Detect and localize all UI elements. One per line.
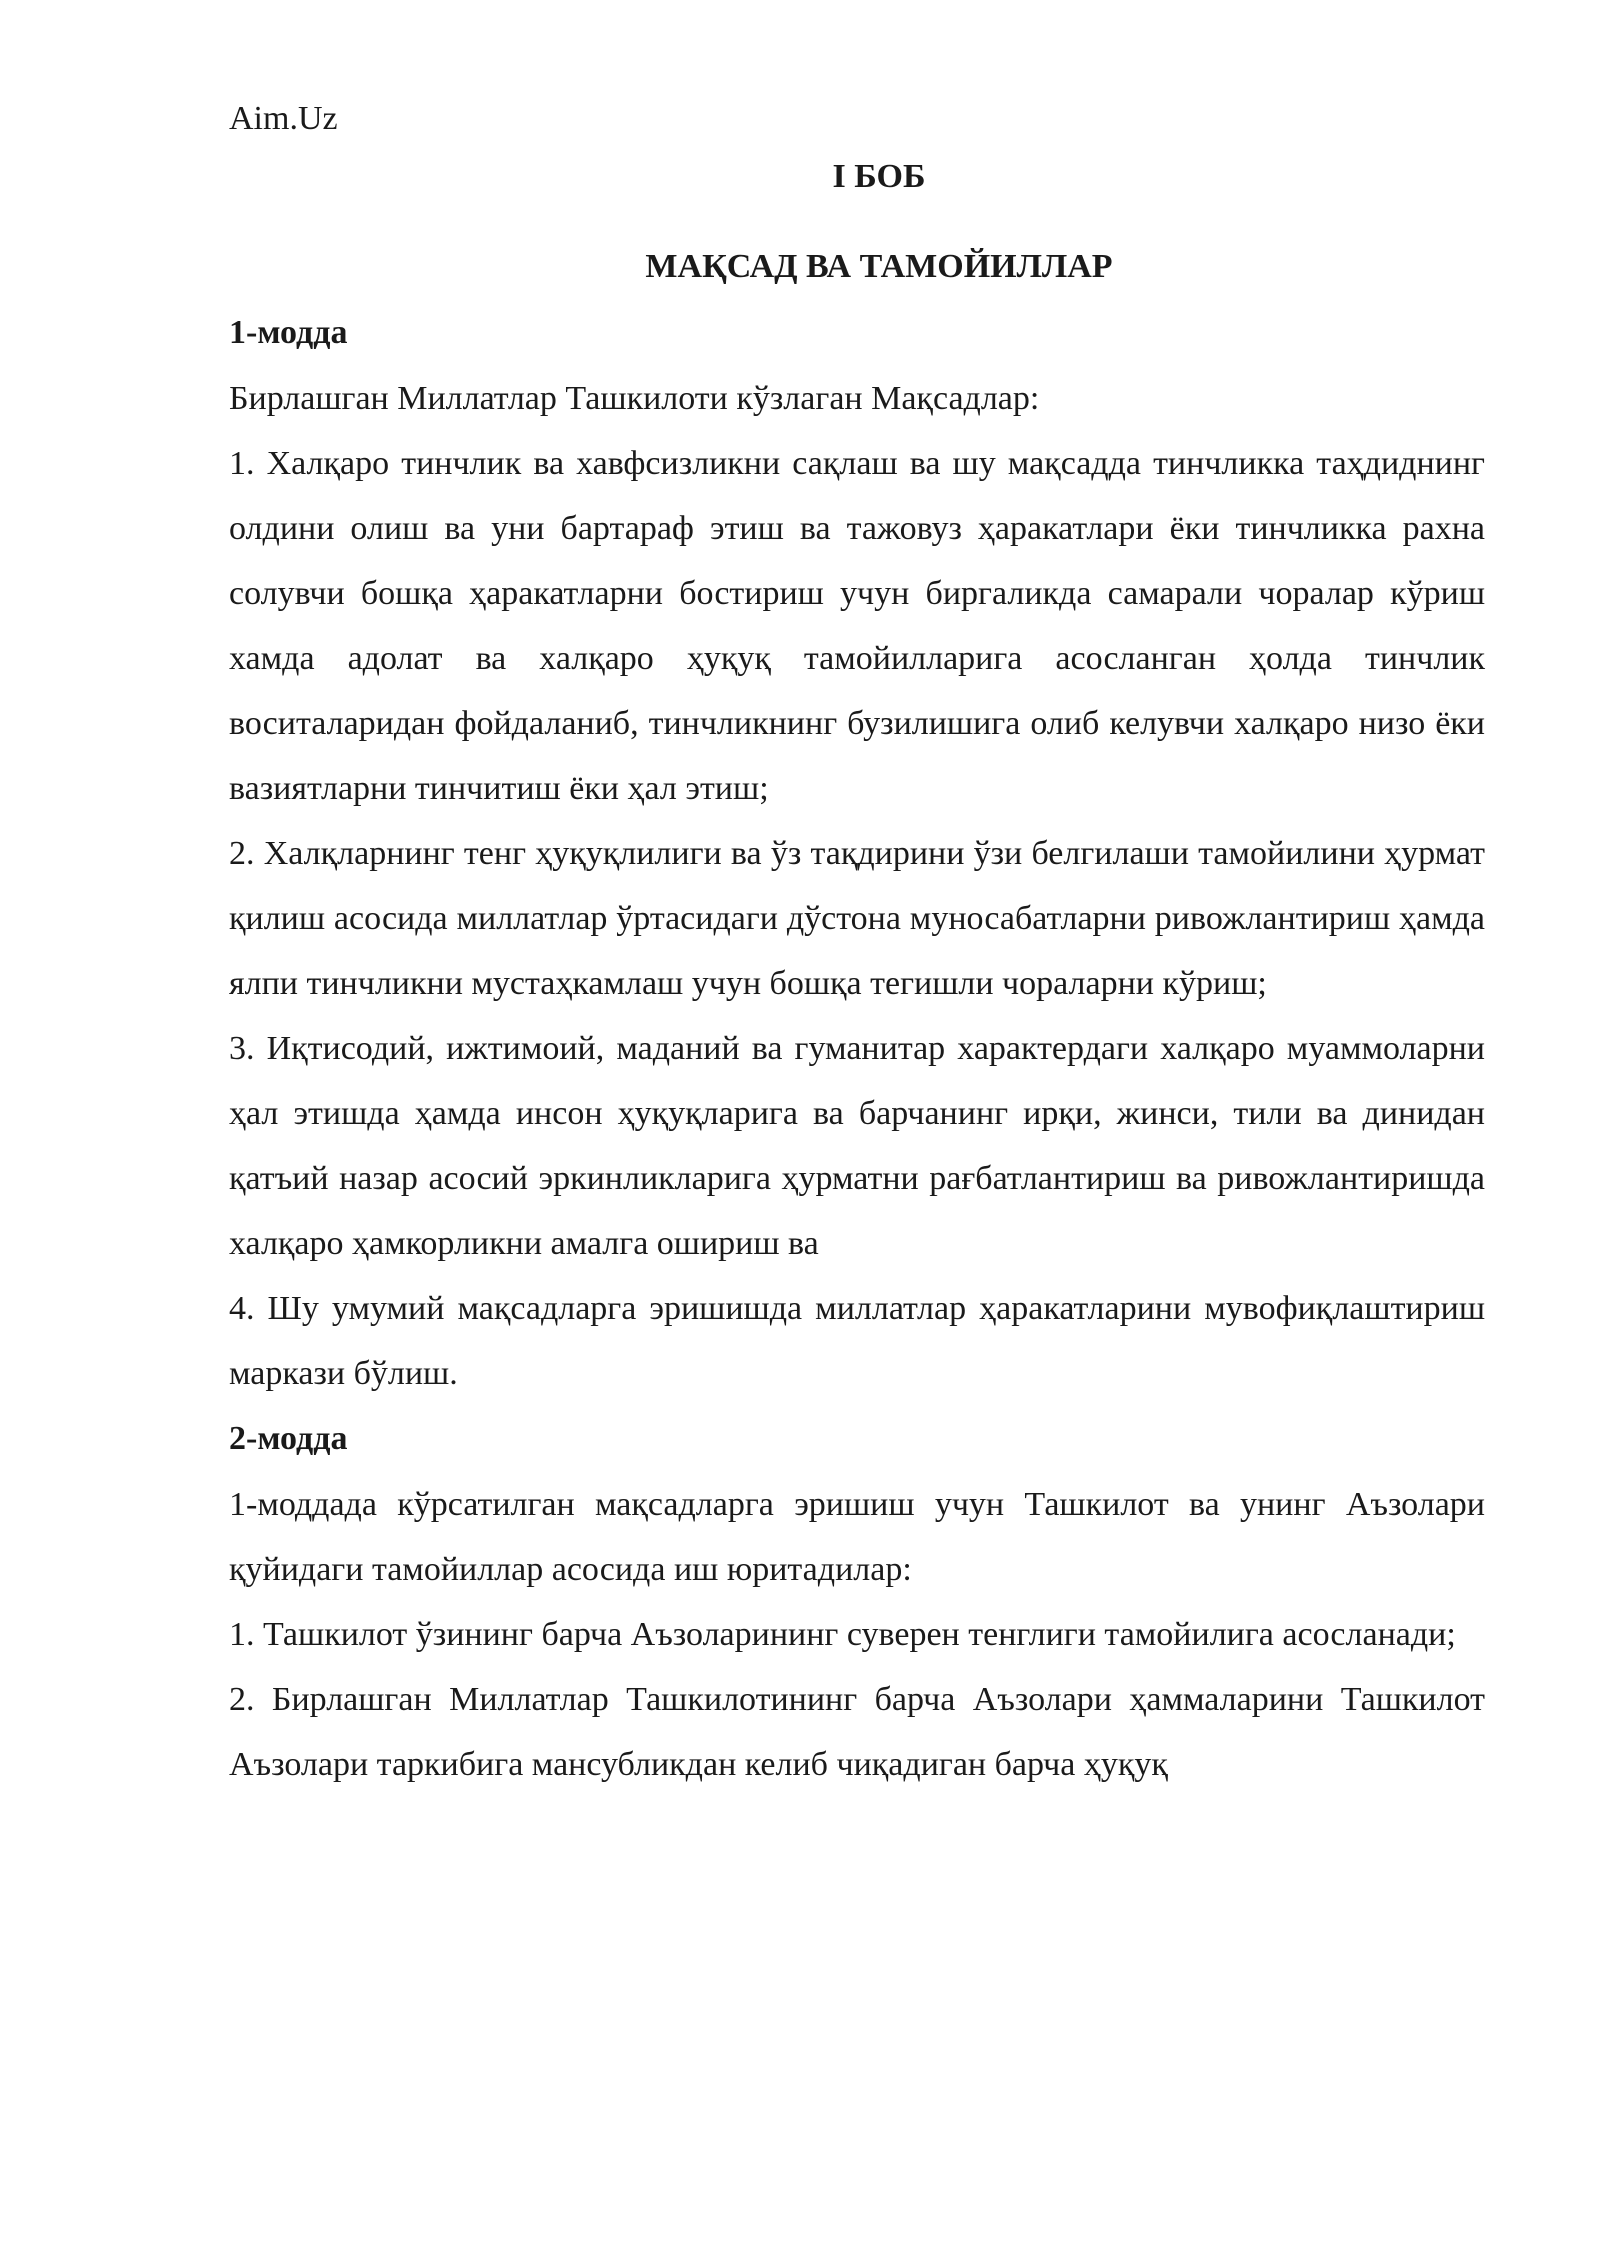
article-1 [229, 300, 1485, 1406]
article-heading: 1-модда [229, 314, 348, 351]
site-label: Aim.Uz [229, 100, 338, 137]
list-item: 1. Халқаро тинчлик ва хавфсизликни сақлаш ва шу мақсадда тинчликка таҳдиднинг олдини олиш ва уни бартараф этиш ва тажовуз ҳаракатлари ёки тинчликка рахна солувчи бошқа ҳаракатларни бостириш учун биргаликда самарали чоралар кўриш хамда адолат ва халқаро ҳуқуқ тамойилларига асосланган ҳолда тинчлик воситаларидан фойдаланиб, тинчликнинг бузилишига олиб келувчи халқаро низо ёки вазиятларни тинчитиш ёки ҳал этиш; [229, 445, 1485, 807]
chapter-title: МАҚСАД ВА ТАМОЙИЛЛАР [645, 248, 1113, 285]
list-item: 2. Халқларнинг тенг ҳуқуқлилиги ва ўз тақдирини ўзи белгилаши тамойилини ҳурмат қилиш асосида миллатлар ўртасидаги дўстона муносабатларни ривожлантириш ҳамда ялпи тинчликни мустаҳкамлаш учун бошқа тегишли чораларни кўриш; [229, 835, 1485, 1002]
article-heading: 2-модда [229, 1420, 348, 1457]
document-page [229, 88, 1485, 1797]
list-item: 2. Бирлашган Миллатлар Ташкилотининг барча Аъзолари ҳаммаларини Ташкилот Аъзолари таркибига мансубликдан келиб чиқадиган барча ҳуқуқ [229, 1681, 1485, 1783]
article-intro: 1-моддада кўрсатилган мақсадларга эришиш учун Ташкилот ва унинг Аъзолари қуйидаги тамойиллар асосида иш юритадилар: [229, 1486, 1485, 1588]
list-item: 1. Ташкилот ўзининг барча Аъзоларининг суверен тенглиги тамойилига асосланади; [229, 1616, 1456, 1653]
chapter-number: I БОБ [832, 158, 926, 195]
list-item: 3. Иқтисодий, ижтимоий, маданий ва гуманитар характердаги халқаро муаммоларни ҳал этишда ҳамда инсон ҳуқуқларига ва барчанинг ирқи, жинси, тили ва динидан қатъий назар асосий эркинликларига ҳурматни рағбатлантириш ва ривожлантиришда халқаро ҳамкорликни амалга ошириш ва [229, 1030, 1485, 1262]
article-2 [229, 1406, 1485, 1797]
list-item: 4. Шу умумий мақсадларга эришишда миллатлар ҳаракатларини мувофиқлаштириш маркази бўлиш. [229, 1290, 1485, 1392]
article-intro: Бирлашган Миллатлар Ташкилоти кўзлаган Мақсадлар: [229, 380, 1040, 417]
